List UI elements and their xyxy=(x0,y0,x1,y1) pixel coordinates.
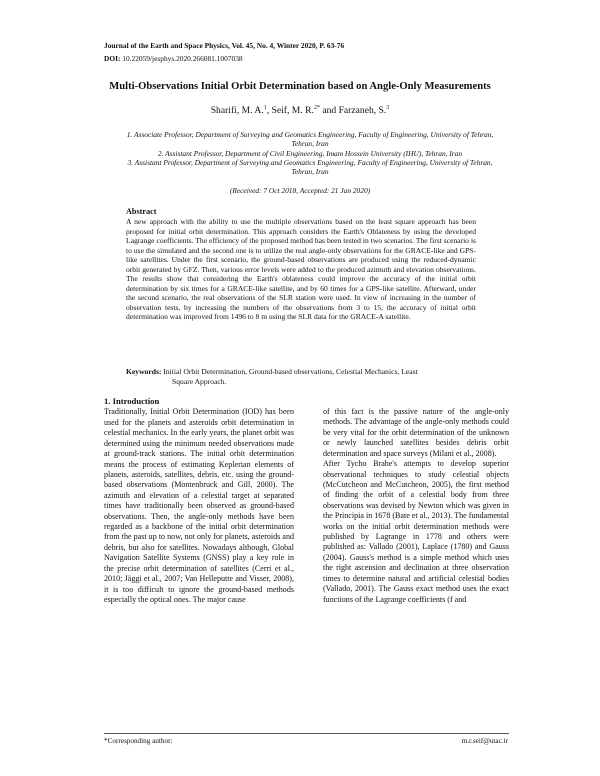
abstract-text: A new approach with the ability to use the multiple observations based on the least square approach has been proposed for initial orbit determination. This approach considers the Earth's Oblateness by using the developed Lagrange coefficients. The efficiency of the proposed method has been tested in two scenarios. The first scenario is to use the simulated and the second one is to utilize the real angle-only observations for the GRACE-like and GPS-like satellites. Under the first scenario, the ground-based observations are produced using the reduced-dynamic orbit generated by GFZ. Then, various error levels were added to the produced azimuth and elevation observations. The results show that considering the Earth's oblateness could improve the accuracy of the initial orbit determination by six times for a GRACE-like satellite, and by 60 times for a GPS-like satellite. Afterward, under the second scenario, the real observations of the SLR station were used. In view of increasing in the number of observation tests, by increasing the numbers of the observations from 3 to 15, the accuracy of initial orbit determination was improved from 1496 to 8 m using the SLR data for the GRACE-A satellite. xyxy=(126,217,476,322)
affiliation-1: 1. Associate Professor, Department of Surveying and Geomatics Engineering, Faculty of Engineering, University of Tehran, Tehran, Iran xyxy=(126,130,494,149)
keywords-line-1 xyxy=(126,367,476,377)
paper-title: Multi-Observations Initial Orbit Determination based on Angle-Only Measurements xyxy=(109,81,491,92)
corresponding-author-label: *Corresponding author: xyxy=(104,737,173,745)
author-3-mark: 3 xyxy=(386,105,390,111)
body-column-left xyxy=(104,396,294,605)
author-2-mark: 2* xyxy=(313,105,320,111)
journal-citation: Journal of the Earth and Space Physics, Vol. 45, No. 4, Winter 2020, P. 63-76 xyxy=(104,41,345,50)
doi-label: DOI: xyxy=(104,54,121,63)
section-heading-introduction: 1. Introduction xyxy=(104,396,160,406)
footnote-divider xyxy=(104,733,509,734)
author-1-mark: 1 xyxy=(263,105,267,111)
affiliations xyxy=(120,130,500,176)
body-column-right xyxy=(323,407,509,605)
doi-line xyxy=(104,54,243,63)
affiliation-2: 2. Assistant Professor, Department of Civil Engineering, Imam Hossein University (IHU), Tehran, Iran xyxy=(157,148,463,158)
keywords-label: Keywords: xyxy=(126,367,162,376)
author-3: and Farzaneh, S. xyxy=(319,105,387,117)
abstract-heading: Abstract xyxy=(126,207,157,216)
keywords-text: Initial Orbit Determination, Ground-based observations, Celestial Mechanics, Least xyxy=(161,367,418,376)
intro-paragraph-1: Traditionally, Initial Orbit Determination (IOD) has been used for the planets and asteroids orbit determination in celestial mechanics. In the early years, the planet orbit was determined using the minimum needed observations made at ground-track stations. The initial orbit determination means the process of estimating Keplerian elements of planets, asteroids, satellites, debris, etc. using the ground-based observations (Montenbruck and Gill, 2000). The azimuth and elevation of a celestial target at separated times have traditionally been observed as ground-based observations. Then, the angle-only methods have been regarded as a backbone of the initial orbit determination from the past up to now, not only for planets, asteroids and debris, but also for satellites. Nowadays although, Global Navigation Satellite Systems (GNSS) play a key role in the precise orbit determination of satellites (Cerri et al., 2010; Jäggi et al., 2007; Van Helleputte and Visser, 2008), it is too difficult to ignore the ground-based methods especially the optical ones. The major cause xyxy=(104,407,294,605)
keywords xyxy=(126,367,476,386)
doi-value: 10.22059/jesphys.2020.266081.1007038 xyxy=(120,54,243,63)
author-1: Sharifi, M. A. xyxy=(210,105,264,117)
received-dates: (Received: 7 Oct 2018, Accepted: 21 Jan 2020) xyxy=(229,186,371,195)
intro-paragraph-2: After Tycho Brahe's attempts to develop superior observational techniques to study celestial objects (McCutcheon and McCutcheon, 2005), the first method of finding the orbit of a celestial body from three observations was devised by Newton which was given in the Principia in 1678 (Bate et al., 2013). The fundamental works on the initial orbit determination methods were published by Lagrange in 1778 and others were published as: Vallado (2001), Laplace (1780) and Gauss (2004). Gauss's method is a simple method which uses the right ascension and declination at three observation times to determine natural and artificial celestial bodies (Vallado, 2001). The Gauss exact method uses the exact functions of the Lagrange coefficients (f and xyxy=(323,459,509,604)
affiliation-3: 3. Assistant Professor, Department of Surveying and Geomatics Engineering, Faculty of Engineering, University of Tehran, Tehran, Iran xyxy=(127,157,493,177)
author-2: , Seif, M. R. xyxy=(266,105,314,117)
corresponding-author-email[interactable]: m.r.seif@utac.ir xyxy=(461,737,508,745)
author-list xyxy=(0,105,600,116)
intro-paragraph-1-cont: of this fact is the passive nature of the angle-only methods. The advantage of the angle-only methods could be very vital for the orbit determination of the unknown or newly launched satellites besides debris orbit determination and space surveys (Milani et al., 2008). xyxy=(323,407,509,458)
keywords-line-2: Square Approach. xyxy=(172,376,227,386)
